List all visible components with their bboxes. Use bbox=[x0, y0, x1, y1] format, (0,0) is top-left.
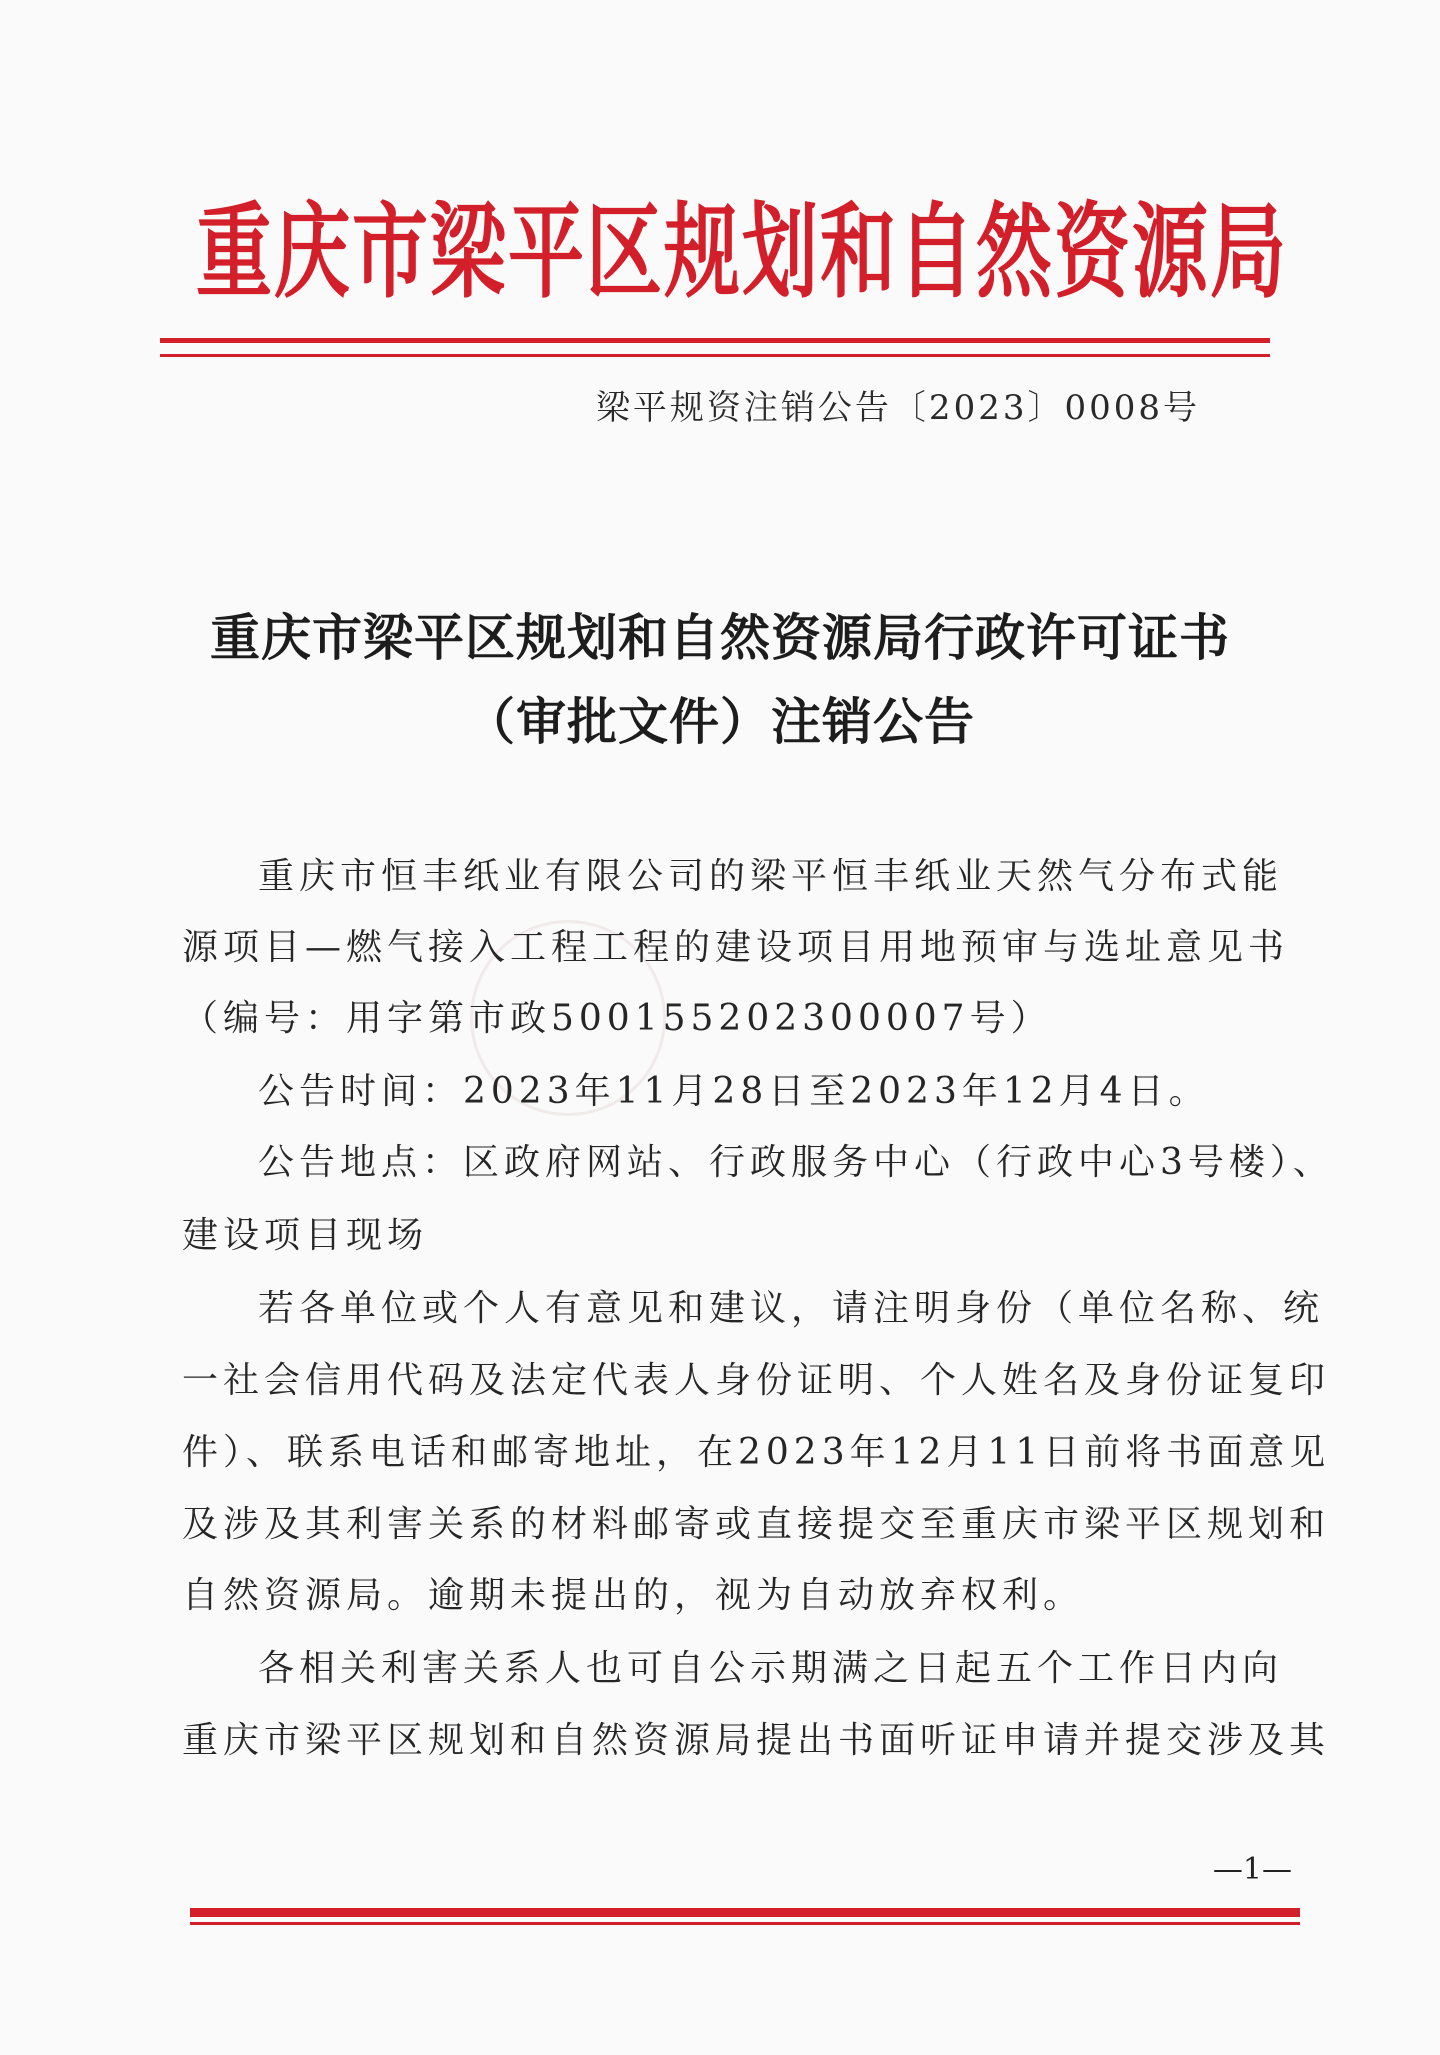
notice-title-line-1: 重庆市梁平区规划和自然资源局行政许可证书 bbox=[210, 609, 1230, 667]
footer-rule bbox=[190, 1908, 1300, 1917]
header-rule-thin bbox=[160, 338, 1270, 343]
body-place-line-2: 建设项目现场 bbox=[182, 1215, 429, 1256]
footer-rule-thin bbox=[190, 1922, 1300, 1925]
body-p1-line-3: （编号：用字第市政500155202300007号） bbox=[182, 998, 1052, 1039]
body-announcement-time: 公告时间：2023年11月28日至2023年12月4日。 bbox=[258, 1071, 1210, 1112]
body-p1-line-2: 源项目—燃气接入工程工程的建设项目用地预审与选址意见书 bbox=[182, 927, 1290, 968]
body-p3-line-5: 自然资源局。逾期未提出的，视为自动放弃权利。 bbox=[182, 1575, 1085, 1616]
notice-title-line-2: （审批文件）注销公告 bbox=[465, 693, 975, 751]
body-p3-line-2: 一社会信用代码及法定代表人身份证明、个人姓名及身份证复印 bbox=[182, 1360, 1331, 1401]
body-place-line-1: 公告地点：区政府网站、行政服务中心（行政中心3号楼）、 bbox=[258, 1142, 1334, 1183]
body-p3-line-1: 若各单位或个人有意见和建议，请注明身份（单位名称、统 bbox=[258, 1288, 1325, 1329]
body-p3-line-4: 及涉及其利害关系的材料邮寄或直接提交至重庆市梁平区规划和 bbox=[182, 1504, 1331, 1545]
page-number: —1— bbox=[1212, 1852, 1292, 1887]
document-number: 梁平规资注销公告〔2023〕0008号 bbox=[595, 388, 1200, 428]
body-p3-line-3: 件）、联系电话和邮寄地址，在2023年12月11日前将书面意见 bbox=[182, 1432, 1331, 1473]
body-p4-line-2: 重庆市梁平区规划和自然资源局提出书面听证申请并提交涉及其 bbox=[182, 1720, 1331, 1761]
body-p4-line-1: 各相关利害关系人也可自公示期满之日起五个工作日内向 bbox=[258, 1648, 1284, 1689]
header-rule-thin-2 bbox=[160, 354, 1270, 357]
body-p1-line-1: 重庆市恒丰纸业有限公司的梁平恒丰纸业天然气分布式能 bbox=[258, 856, 1284, 897]
issuer-header: 重庆市梁平区规划和自然资源局 bbox=[196, 191, 1288, 312]
